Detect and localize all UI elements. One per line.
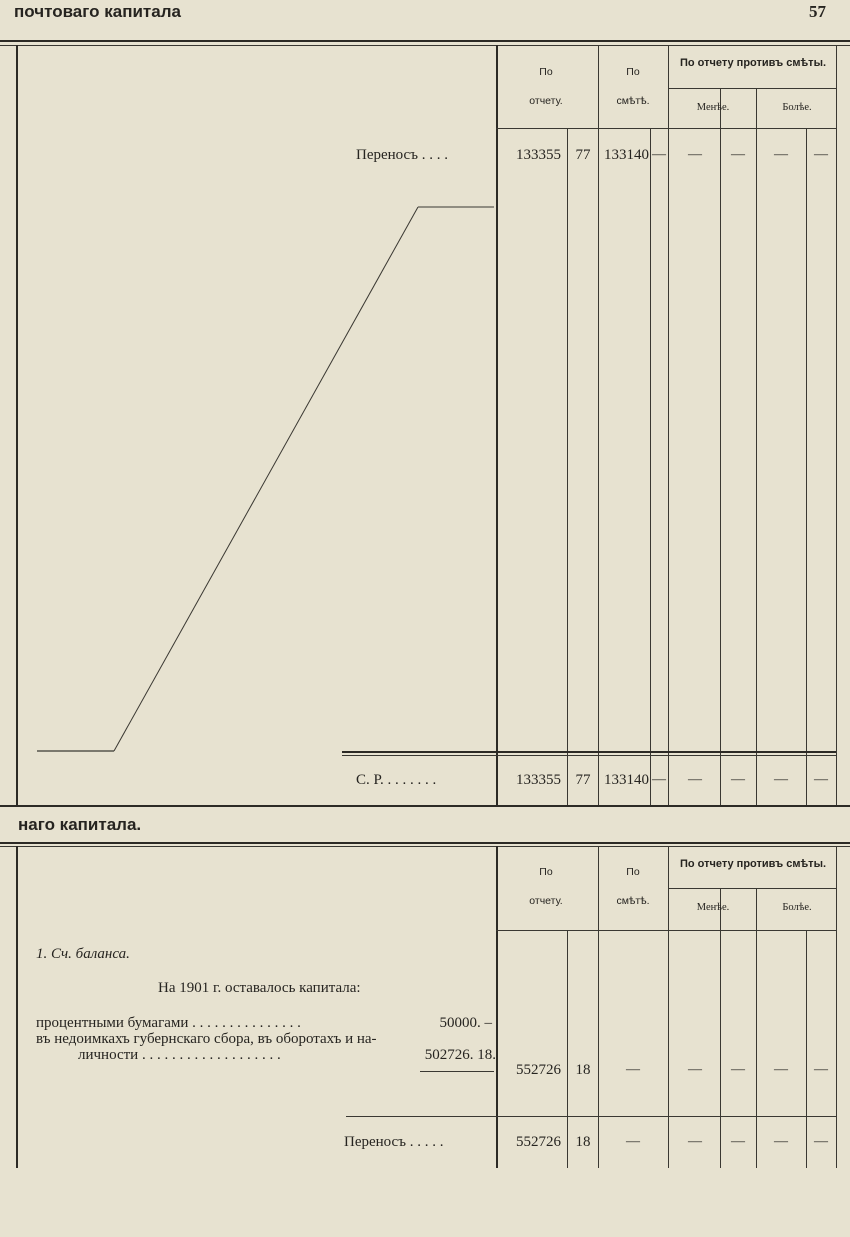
amount-percent-papers: 50000. – (439, 1015, 492, 1031)
balance-menee-kop: — (731, 1062, 745, 1077)
col-header-bolee-2: Болѣе. (782, 902, 812, 913)
section-separator-bottom (0, 842, 850, 844)
carry-label-1: Переносъ . . . . (356, 147, 448, 163)
col-header-otchetu: отчету. (529, 95, 563, 107)
total-label: С. Р. . . . . . . . (356, 772, 437, 788)
carry-smeta-kop-1: — (652, 147, 666, 162)
carry-bolee-kop-1: — (814, 147, 828, 162)
carry-menee-rub-1: — (688, 147, 702, 162)
total-otchet-rub: 133355 (516, 772, 561, 788)
balance-bolee-rub: — (774, 1062, 788, 1077)
carry-menee-rub-2: — (688, 1134, 702, 1149)
carry-otchet-kop-2: 18 (575, 1134, 591, 1150)
col-header-bolee: Болѣе. (782, 102, 812, 113)
balance-otchet-kop: 18 (575, 1062, 591, 1078)
page-number: 57 (809, 2, 826, 21)
carry-bolee-rub-1: — (774, 147, 788, 162)
line-arrears: въ недоимкахъ губернскаго сбора, въ оборотахъ и на- (36, 1031, 377, 1047)
carry-bolee-kop-2: — (814, 1134, 828, 1149)
col-header-smete-2: смѣтѣ. (616, 895, 650, 907)
total-menee-rub: — (688, 772, 702, 787)
carry-label-2: Переносъ . . . . . (344, 1134, 444, 1150)
col-header-comparison: По отчету противъ смѣты. (679, 57, 827, 69)
balance-otchet-rub: 552726 (516, 1062, 561, 1078)
col-header-menee: Менѣе. (696, 102, 730, 113)
col-header-po-smete-2: По (626, 866, 640, 878)
carry-otchet-rub-1: 133355 (516, 147, 561, 163)
page-header-title: почтоваго капитала (14, 2, 181, 21)
carry-smeta-2: — (626, 1134, 640, 1149)
carry-otchet-rub-2: 552726 (516, 1134, 561, 1150)
carry-menee-kop-2: — (731, 1134, 745, 1149)
col-header-po-otchetu: По (539, 66, 553, 78)
carry-smeta-rub-1: 133140 (604, 147, 649, 163)
total-bolee-rub: — (774, 772, 788, 787)
section-2-title: наго капитала. (18, 815, 142, 834)
carry-menee-kop-1: — (731, 147, 745, 162)
carry-otchet-kop-1: 77 (575, 147, 591, 163)
col-header-otchetu-2: отчету. (529, 895, 563, 907)
line-percent-papers: процентными бумагами . . . . . . . . . . . . . . . (36, 1015, 301, 1031)
total-smeta-rub: 133140 (604, 772, 649, 788)
total-bolee-kop: — (814, 772, 828, 787)
col-header-menee-2: Менѣе. (696, 902, 730, 913)
balance-smeta: — (626, 1062, 640, 1077)
col-header-po-smete: По (626, 66, 640, 78)
amount-cash: 502726. 18. (424, 1047, 496, 1063)
total-otchet-kop: 77 (575, 772, 591, 788)
section-separator-thin (0, 846, 850, 847)
total-menee-kop: — (731, 772, 745, 787)
col-header-po-otchetu-2: По (539, 866, 553, 878)
total-smeta-kop: — (652, 772, 666, 787)
item-label-balance: 1. Сч. баланса. (36, 946, 130, 962)
section-separator-top (0, 805, 850, 807)
balance-menee-rub: — (688, 1062, 702, 1077)
line-cash: личности . . . . . . . . . . . . . . . . . . . (78, 1047, 281, 1063)
balance-bolee-kop: — (814, 1062, 828, 1077)
col-header-comparison-2: По отчету противъ смѣты. (679, 858, 827, 870)
item-subtitle: На 1901 г. оставалось капитала: (158, 980, 361, 996)
carry-bolee-rub-2: — (774, 1134, 788, 1149)
col-header-smete: смѣтѣ. (616, 95, 650, 107)
